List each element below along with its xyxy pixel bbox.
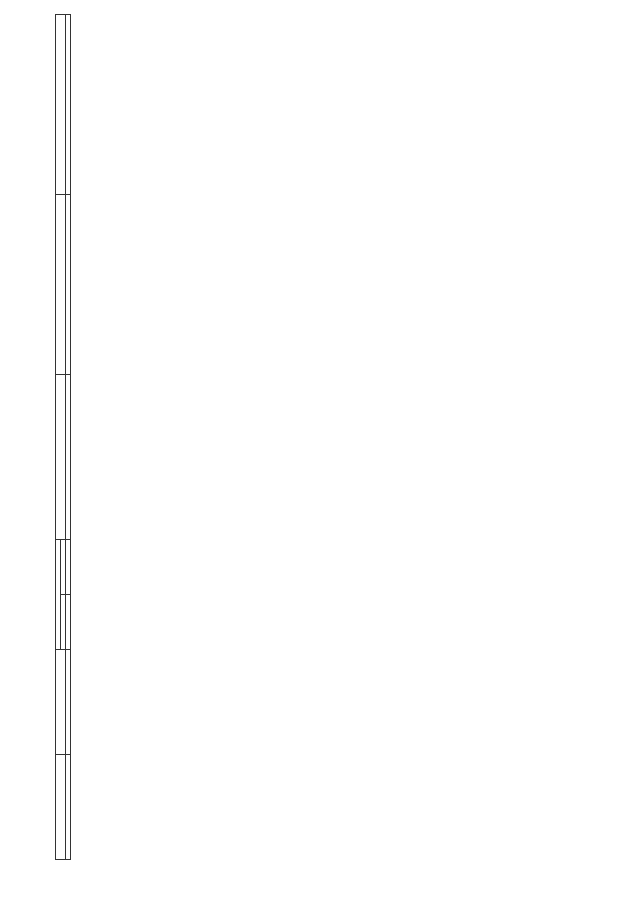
header-expected-result [56, 375, 66, 540]
header-number-name [56, 755, 66, 860]
row-directions [66, 195, 71, 375]
row-expected-result [66, 375, 71, 540]
activities-table [55, 14, 71, 860]
activities-table-wrapper [55, 15, 595, 860]
row-responsible [66, 650, 71, 755]
header-directions [56, 195, 66, 375]
row-start [66, 595, 71, 650]
table-row [66, 15, 71, 860]
row-end [66, 540, 71, 595]
header-indicators [56, 15, 66, 195]
row-indicators [66, 15, 71, 195]
row-number-name [66, 755, 71, 860]
header-responsible [56, 650, 66, 755]
